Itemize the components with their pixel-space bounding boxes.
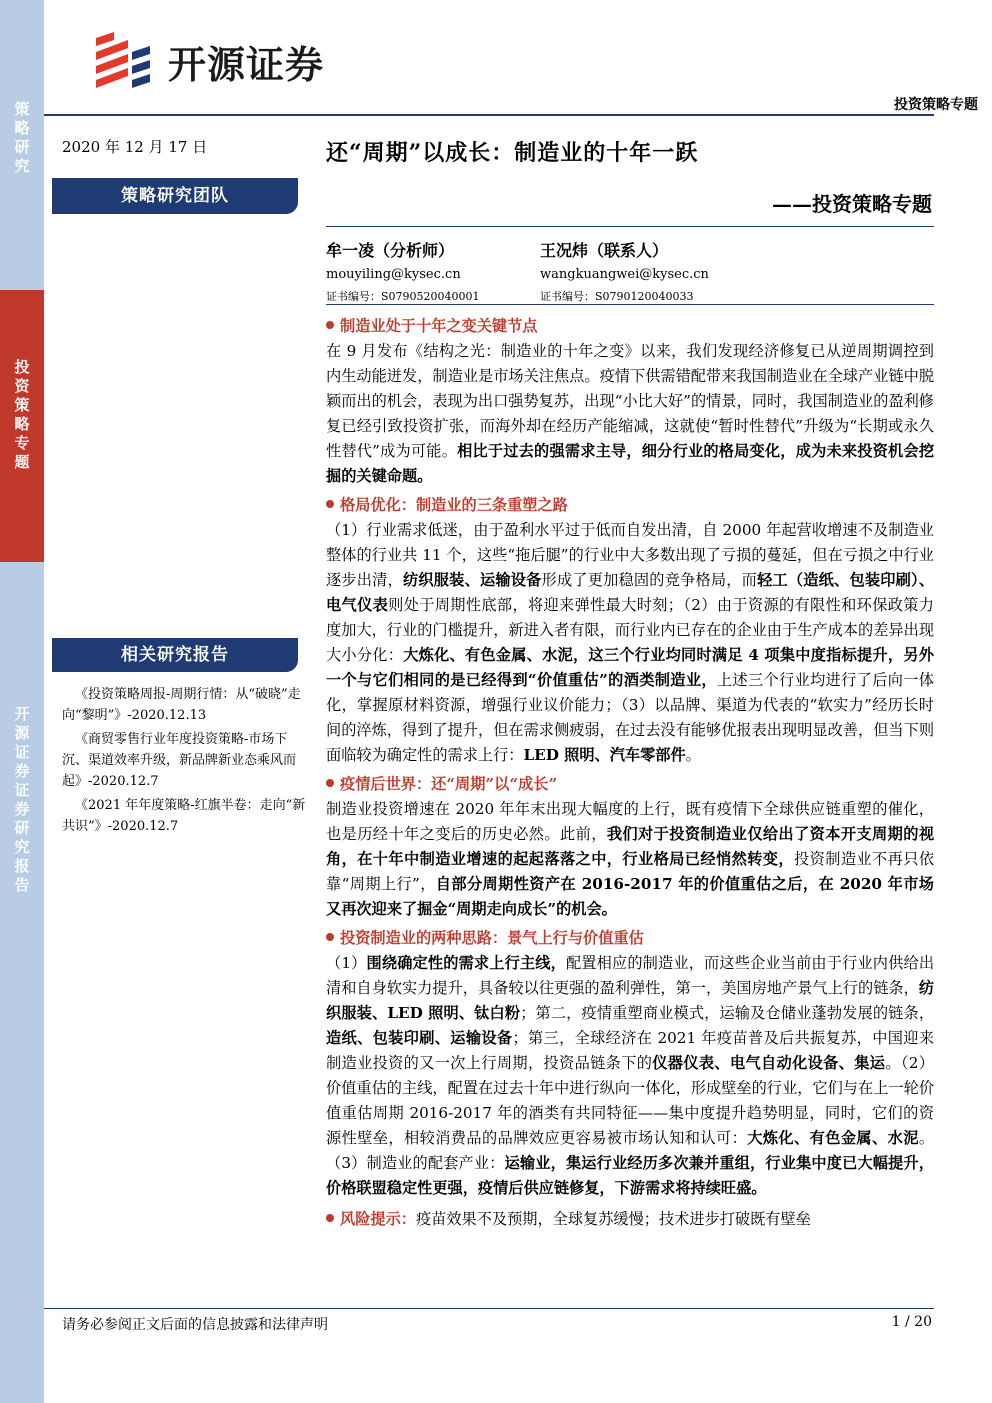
emphasis-text: 围绕确定性的需求上行主线， xyxy=(366,954,566,972)
report-summary xyxy=(326,314,934,1232)
risk-text: 疫苗效果不及预期，全球复苏缓慢；技术进步打破既有壁垒 xyxy=(415,1210,811,1228)
section-paragraph xyxy=(326,518,934,768)
brand-logo-icon xyxy=(88,30,158,92)
header-divider xyxy=(44,114,934,116)
bullet-dot-icon xyxy=(326,779,334,787)
body-text: （1） xyxy=(326,954,367,972)
body-text: 。 xyxy=(685,746,701,764)
bullet-dot-icon xyxy=(326,321,334,329)
section-heading xyxy=(326,314,934,339)
author-divider xyxy=(326,304,934,305)
sidebar-bottom-label-box xyxy=(0,705,44,955)
author-cert xyxy=(326,288,480,304)
related-report-item[interactable]: 《商贸零售行业年度投资策略-市场下沉、渠道效率升级，新品牌新业态乘风而起》-2020.12.7 xyxy=(62,732,297,789)
emphasis-text: 相比于过去的强需求主导，细分行业的格局变化，成为未来投资机会挖掘的关键命题。 xyxy=(326,442,934,485)
related-reports-list xyxy=(62,684,308,840)
title-divider xyxy=(326,226,934,227)
author-cert-label: 证书编号： xyxy=(326,290,381,303)
section-paragraph xyxy=(326,797,934,922)
report-title: 还“周期”以成长：制造业的十年一跃 xyxy=(326,140,699,166)
author-email[interactable]: wangkuangwei@kysec.cn xyxy=(540,267,709,282)
sidebar-top-label: 策略研究 xyxy=(14,100,30,175)
emphasis-text: 自部分周期性资产在 2016-2017 年的价值重估之后，在 2020 年市场又再次迎来了掘金“周期走向成长”的机会。 xyxy=(326,875,934,918)
body-text: ；第二，疫情重塑商业模式，运输及仓储业蓬勃发展的链条， xyxy=(520,1004,935,1022)
body-text: 上述三个行业均进行了后向一体化，掌握原材料资源，增强行业议价能力；（3）以品牌、渠道为代表的“软实力”经历长时间的淬炼，得到了提升，但在需求侧疲弱，在过去没有能够优报表出现明显改善，但当下则面临较为确定性的需求上行： xyxy=(326,671,934,764)
sidebar-bottom-label: 开源证券 证券研究报告 xyxy=(14,705,30,894)
section-heading-text: 投资制造业的两种思路：景气上行与价值重估 xyxy=(340,929,644,947)
body-text: 制造业投资增速在 2020 年年末出现大幅度的上行，既有疫情下全球供应链重塑的催化，也是历经十年之变后的历史必然。此前， xyxy=(326,800,934,843)
body-text: （1）行业需求低迷，由于盈利水平过于低而自发出清，自 2000 年起营收增速不及制造业整体的行业共 11 个，这些“拖后腿”的行业中大多数出现了亏损的蔓延，但在亏损之中行业逐步出清， xyxy=(326,521,934,589)
footer-divider xyxy=(44,1308,934,1309)
emphasis-text: 纺织服装、运输设备 xyxy=(402,571,542,589)
page-header xyxy=(88,26,948,96)
body-text: 在 9 月发布《结构之光：制造业的十年之变》以来，我们发现经济修复已从逆周期调控到内生动能迸发，制造业是市场关注焦点。疫情下供需错配带来我国制造业在全球产业链中脱颖而出的机会，表现为出口强势复苏，出现“小比大好”的情景，同时，我国制造业的盈利修复已经引致投资扩张，而海外却在经历产能缩减，这就使“暂时性替代”升级为“长期或永久性替代”成为可能。 xyxy=(326,342,934,460)
report-subtitle: ——投资策略专题 xyxy=(772,192,932,216)
section-heading xyxy=(326,493,934,518)
footer-disclaimer: 请务必参阅正文后面的信息披露和法律声明 xyxy=(62,1317,328,1333)
header-report-type: 投资策略专题 xyxy=(894,97,978,113)
emphasis-text: 轻工（造纸、包装印刷）、电气仪表 xyxy=(326,571,935,614)
body-text: 形成了更加稳固的竞争格局，而 xyxy=(541,571,758,589)
author-name: 王况炜（联系人） xyxy=(540,241,669,260)
emphasis-text: 我们对于投资制造业仅给出了资本开支周期的视角，在十年中制造业增速的起起落落之中，行业格局已经悄然转变， xyxy=(326,825,935,868)
body-text: 则处于周期性底部，将迎来弹性最大时刻；（2）由于资源的有限性和环保政策力度加大，行业的门槛提升，新进入者有限，而行业内已存在的企业由于生产成本的差异出现大小分化： xyxy=(326,596,934,664)
section-paragraph xyxy=(326,339,934,489)
body-text: ；第三，全球经济在 2021 年疫苗普及后共振复苏，中国迎来制造业投资的又一次上行周期，投资品链条下的 xyxy=(326,1029,935,1072)
related-reports-banner: 相关研究报告 xyxy=(52,638,298,672)
emphasis-text: 运输业，集运行业经历多次兼并重组，行业集中度已大幅提升，价格联盟稳定性更强，疫情后供应链修复，下游需求将持续旺盛。 xyxy=(326,1154,934,1197)
sidebar-middle-label: 投资策略专题 xyxy=(14,358,30,471)
author-card xyxy=(540,238,709,304)
emphasis-text: 大炼化、有色金属、水泥，这三个行业均同时满足 4 项集中度指标提升，另外一个与它们相同的是已经得到“价值重估”的酒类制造业， xyxy=(326,646,934,689)
author-name: 牟一凌（分析师） xyxy=(326,241,455,260)
author-cert-number: S0790120040033 xyxy=(595,290,694,303)
emphasis-text: 纺织服装、LED 照明、钛白粉 xyxy=(326,979,934,1022)
sidebar-section-highlight xyxy=(0,290,44,562)
related-report-item[interactable]: 《投资策略周报-周期行情：从“破晓”走向“黎明”》-2020.12.13 xyxy=(62,687,301,723)
related-report-item[interactable]: 《2021 年年度策略-红旗半卷：走向“新共识”》-2020.12.7 xyxy=(62,798,306,834)
body-text: 配置相应的制造业，而这些企业当前由于行业内供给出清和自身软实力提升，具备较以往更强的盈利弹性，第一，美国房地产景气上行的链条， xyxy=(326,954,935,997)
author-cert-number: S0790520040001 xyxy=(381,290,480,303)
emphasis-text: 仪器仪表、电气自动化设备、集运 xyxy=(652,1054,886,1072)
author-email[interactable]: mouyiling@kysec.cn xyxy=(326,267,461,282)
section-paragraph xyxy=(326,951,934,1201)
bullet-dot-icon xyxy=(326,933,334,941)
section-heading-text: 格局优化：制造业的三条重塑之路 xyxy=(340,496,568,514)
author-cert-label: 证书编号： xyxy=(540,290,595,303)
emphasis-text: LED 照明、汽车零部件 xyxy=(523,746,686,764)
emphasis-text: 造纸、包装印刷、运输设备 xyxy=(326,1029,513,1047)
page-number: 1 / 20 xyxy=(891,1314,932,1330)
section-heading-text: 制造业处于十年之变关键节点 xyxy=(340,317,538,335)
section-heading xyxy=(326,926,934,951)
bullet-dot-icon xyxy=(326,1214,334,1222)
risk-label: 风险提示： xyxy=(340,1210,416,1228)
report-date: 2020 年 12 月 17 日 xyxy=(62,138,208,156)
section-heading xyxy=(326,772,934,797)
author-card xyxy=(326,238,480,304)
team-banner: 策略研究团队 xyxy=(52,178,298,214)
left-sidebar xyxy=(0,0,44,1403)
sidebar-top-label-box xyxy=(0,100,44,220)
body-text: 。（3）制造业的配套产业： xyxy=(326,1129,935,1172)
body-text: 。（2）价值重估的主线，配置在过去十年中进行纵向一体化，形成壁垒的行业，它们与在上一轮价值重估周期 2016-2017 年的酒类有共同特征——集中度提升趋势明显，同时，它们的资源性壁垒，相较消费品的品牌效应更容易被市场认知和认可： xyxy=(326,1054,934,1147)
risk-warning xyxy=(326,1207,934,1232)
section-heading-text: 疫情后世界：还“周期”以“成长” xyxy=(340,775,558,793)
brand-name: 开源证券 xyxy=(168,43,325,87)
body-text: 投资制造业不再只依靠“周期上行”， xyxy=(326,850,935,893)
emphasis-text: 大炼化、有色金属、水泥 xyxy=(747,1129,919,1147)
author-cert xyxy=(540,288,709,304)
bullet-dot-icon xyxy=(326,500,334,508)
